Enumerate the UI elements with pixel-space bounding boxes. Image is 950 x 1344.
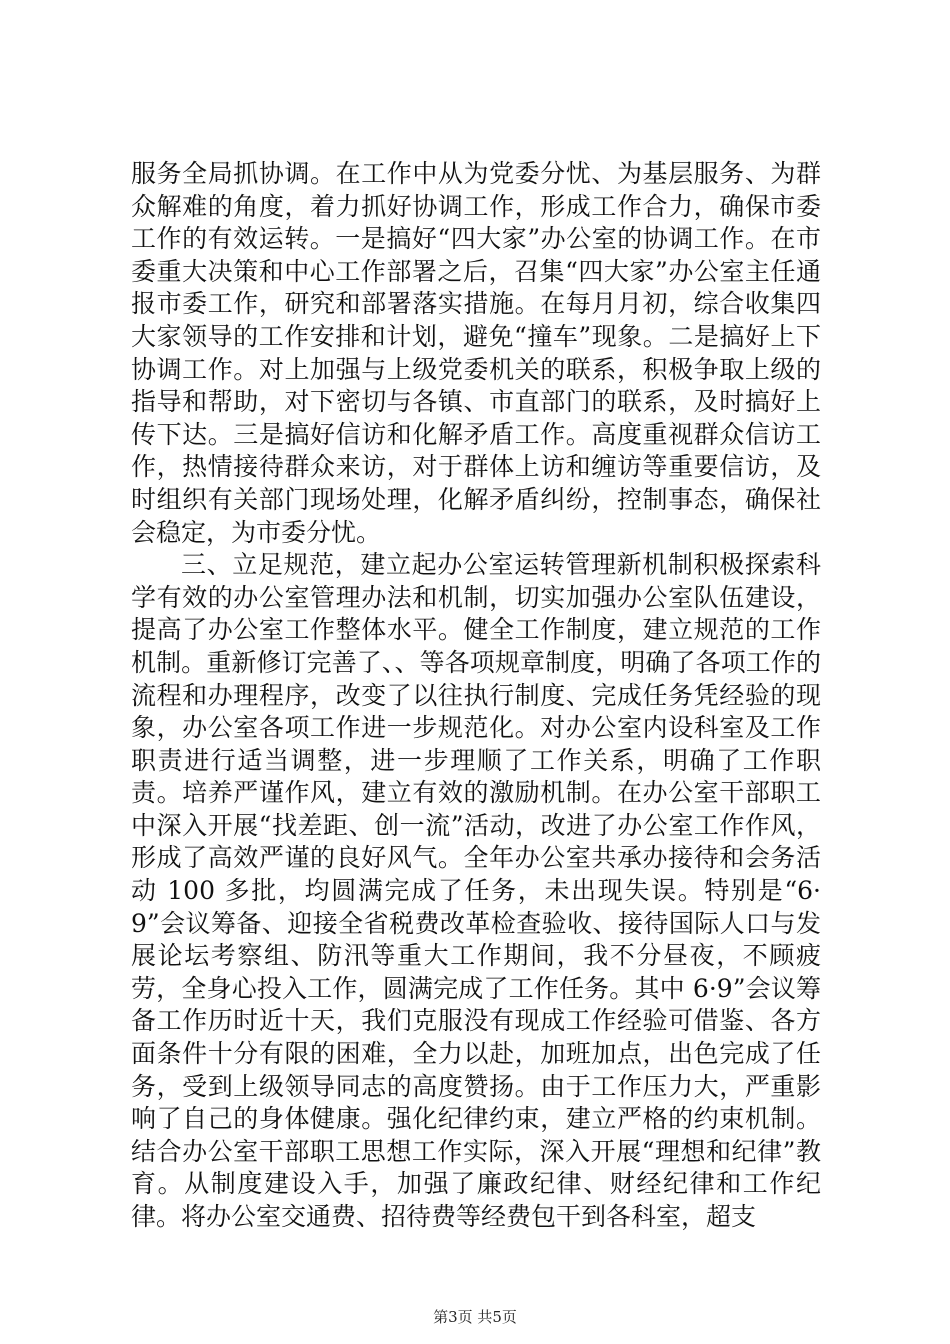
paragraph-section-three: 三、立足规范，建立起办公室运转管理新机制积极探索科学有效的办公室管理办法和机制，切实加强办公室队伍建设，提高了办公室工作整体水平。健全工作制度，建立规范的工作机制。重新修订完善了、、等各项规章制度，明确了各项工作的流程和办理程序，改变了以往执行制度、完成任务凭经验的现象，办公室各项工作进一步规范化。对办公室内设科室及工作职责进行适当调整，进一步理顺了工作关系，明确了工作职责。培养严谨作风，建立有效的激励机制。在办公室干部职工中深入开展“找差距、创一流”活动，改进了办公室工作作风，形成了高效严谨的良好风气。全年办公室共承办接待和会务活动 100 多批，均圆满完成了任务，未出现失误。特别是“6·9”会议筹备、迎接全省税费改革检查验收、接待国际人口与发展论坛考察组、防汛等重大工作期间，我不分昼夜，不顾疲劳，全身心投入工作，圆满完成了工作任务。其中 6·9”会议筹备工作历时近十天，我们克服没有现成工作经验可借鉴、各方面条件十分有限的困难，全力以赴，加班加点，出色完成了任务，受到上级领导同志的高度赞扬。由于工作压力大，严重影响了自己的身体健康。强化纪律约束，建立严格的约束机制。结合办公室干部职工思想工作实际，深入开展“理想和纪律”教育。从制度建设入手，加强了廉政纪律、财经纪律和工作纪律。将办公室交通费、招待费等经费包干到各科室，超支 [131,550,821,1231]
paragraph-continued: 服务全局抓协调。在工作中从为党委分忧、为基层服务、为群众解难的角度，着力抓好协调工作，形成工作合力，确保市委工作的有效运转。一是搞好“四大家”办公室的协调工作。在市委重大决策和中心工作部署之后，召集“四大家”办公室主任通报市委工作，研究和部署落实措施。在每月月初，综合收集四大家领导的工作安排和计划，避免“撞车”现象。二是搞好上下协调工作。对上加强与上级党委机关的联系，积极争取上级的指导和帮助，对下密切与各镇、市直部门的联系，及时搞好上传下达。三是搞好信访和化解矛盾工作。高度重视群众信访工作，热情接待群众来访，对于群体上访和缠访等重要信访，及时组织有关部门现场处理，化解矛盾纠纷，控制事态，确保社会稳定，为市委分忧。 [131,159,821,547]
document-body [131,158,821,1234]
page-footer: 第3页 共5页 [433,1308,517,1326]
